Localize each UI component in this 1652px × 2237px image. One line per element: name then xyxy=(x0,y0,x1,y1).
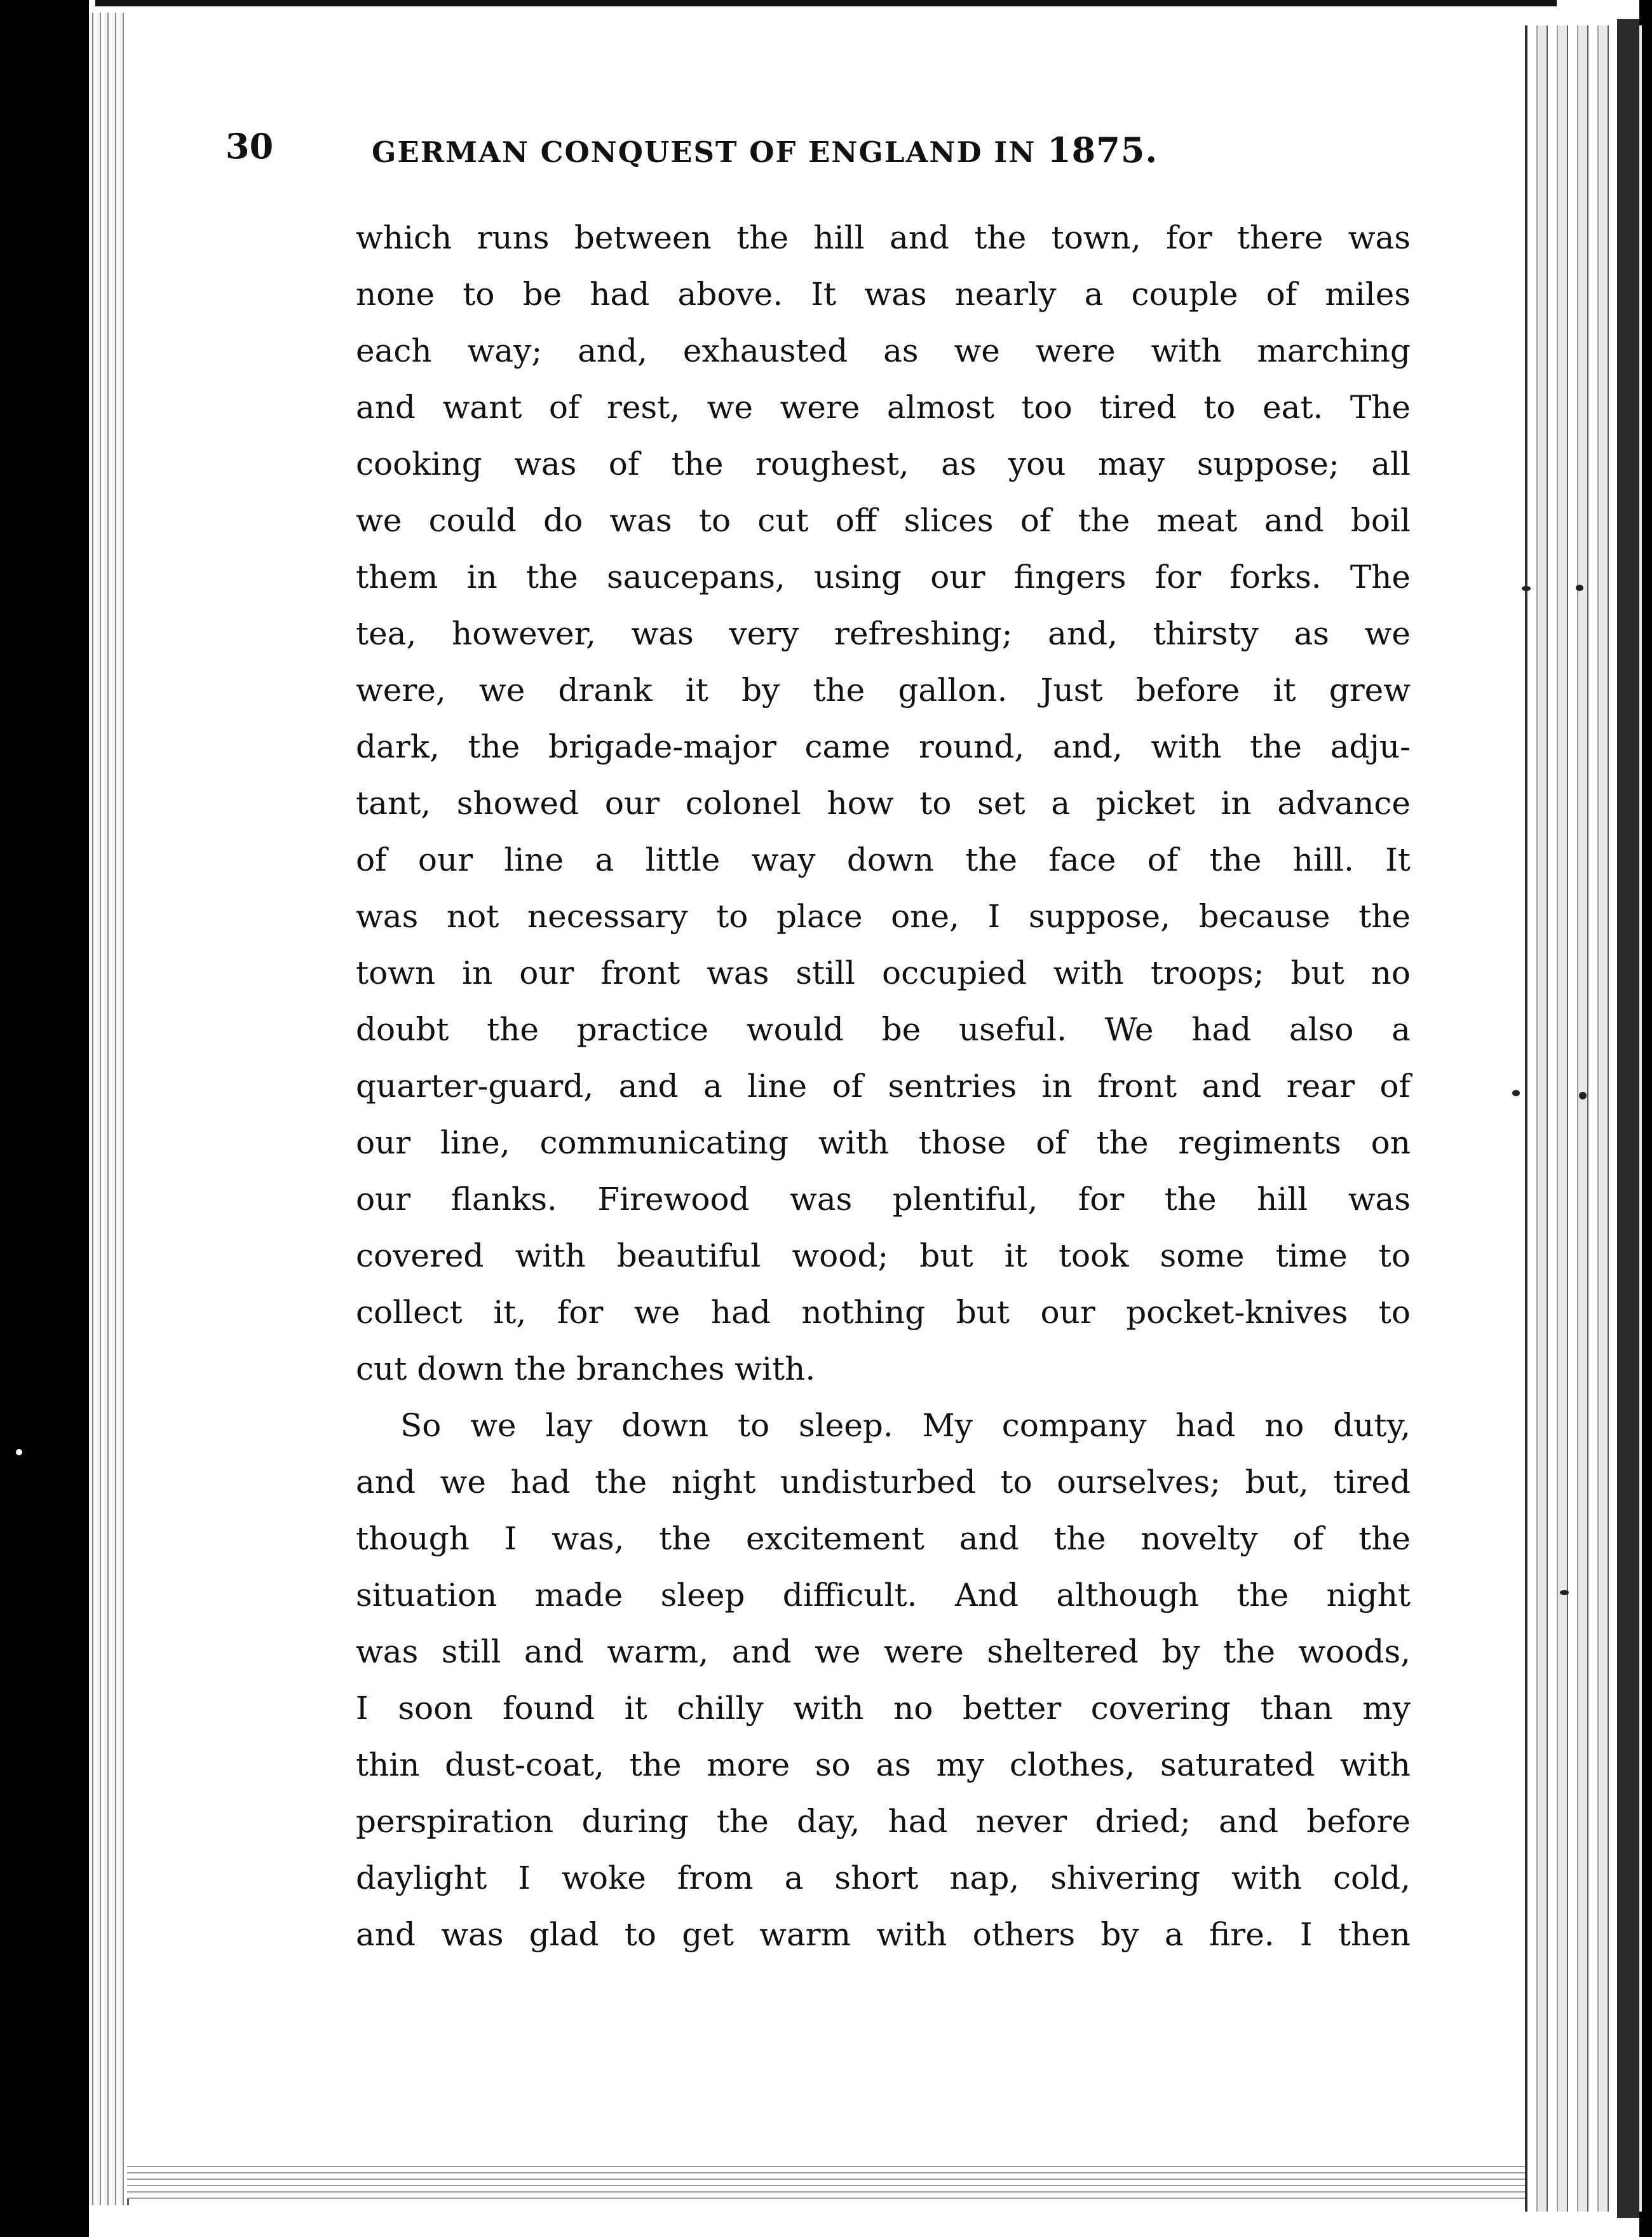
text-line: our line, communicating with those of the regiments on xyxy=(356,1124,1411,1161)
text-line: was still and warm, and we were sheltered by the woods, xyxy=(356,1633,1411,1670)
text-line: we could do was to cut off slices of the meat and boil xyxy=(356,502,1411,539)
scan-speck xyxy=(1512,1090,1520,1096)
text-line: doubt the practice would be useful. We had also a xyxy=(356,1011,1411,1048)
text-line: and was glad to get warm with others by a fire. I then xyxy=(356,1916,1411,1953)
running-title-year: 1875. xyxy=(1047,130,1158,170)
text-line: perspiration during the day, had never dried; and before xyxy=(356,1803,1411,1840)
text-line: town in our front was still occupied with troops; but no xyxy=(356,955,1411,991)
text-line: though I was, the excitement and the novelty of the xyxy=(356,1520,1411,1557)
scan-speck xyxy=(1560,1590,1569,1595)
text-line: dark, the brigade-major came round, and, with the adju- xyxy=(356,728,1411,765)
text-line: and want of rest, we were almost too tired to eat. The xyxy=(356,389,1411,426)
text-line: them in the saucepans, using our fingers for forks. The xyxy=(356,559,1411,595)
book-spine-shadow xyxy=(1617,19,1639,2218)
running-header xyxy=(226,126,1306,177)
text-line: tant, showed our colonel how to set a picket in advance xyxy=(356,785,1411,822)
text-line: situation made sleep difficult. And although the night xyxy=(356,1577,1411,1614)
scan-top-border xyxy=(95,0,1557,6)
text-line: So we lay down to sleep. My company had no duty, xyxy=(400,1407,1411,1444)
text-line: I soon found it chilly with no better covering than my xyxy=(356,1690,1411,1727)
text-line: and we had the night undisturbed to ourselves; but, tired xyxy=(356,1464,1411,1500)
text-line: were, we drank it by the gallon. Just before it grew xyxy=(356,672,1411,709)
text-line: cooking was of the roughest, as you may suppose; all xyxy=(356,445,1411,482)
text-line: which runs between the hill and the town, for there was xyxy=(356,219,1411,256)
book-left-page-edges xyxy=(89,13,129,2205)
text-line: none to be had above. It was nearly a couple of miles xyxy=(356,276,1411,313)
text-line: covered with beautiful wood; but it took some time to xyxy=(356,1237,1411,1274)
body-text xyxy=(356,210,1411,1963)
scan-speck xyxy=(1576,585,1583,591)
text-line: each way; and, exhausted as we were with marching xyxy=(356,332,1411,369)
scan-speck xyxy=(1522,586,1531,591)
scan-left-margin xyxy=(0,0,89,2237)
book-bottom-page-edges xyxy=(127,2161,1525,2199)
running-title-text: GERMAN CONQUEST OF ENGLAND IN xyxy=(372,135,1036,169)
page-number: 30 xyxy=(226,126,274,167)
text-line: of our line a little way down the face of the hill. It xyxy=(356,841,1411,878)
text-line: collect it, for we had nothing but our pocket-knives to xyxy=(356,1294,1411,1331)
text-line: our flanks. Firewood was plentiful, for the hill was xyxy=(356,1181,1411,1218)
scan-speck xyxy=(16,1449,22,1455)
text-line: was not necessary to place one, I suppose, because the xyxy=(356,898,1411,935)
text-line: cut down the branches with. xyxy=(356,1350,816,1387)
scan-speck xyxy=(1579,1092,1587,1099)
running-title xyxy=(372,130,1158,170)
text-line: tea, however, was very refreshing; and, thirsty as we xyxy=(356,615,1411,652)
text-line: daylight I woke from a short nap, shivering with cold, xyxy=(356,1860,1411,1896)
text-line: quarter-guard, and a line of sentries in front and rear of xyxy=(356,1068,1411,1105)
text-line: thin dust-coat, the more so as my clothes, saturated with xyxy=(356,1746,1411,1783)
